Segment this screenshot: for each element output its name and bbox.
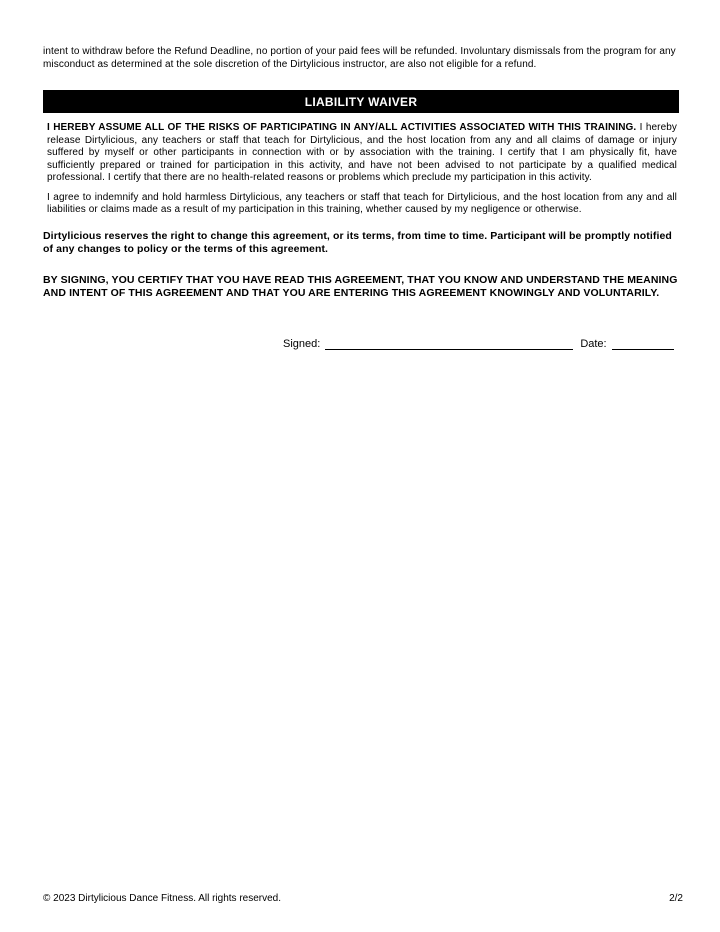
waiver-paragraph-1-bold-lead: I HEREBY ASSUME ALL OF THE RISKS OF PARTICIPATING IN ANY/ALL ACTIVITIES ASSOCIATED WITH THIS TRAINING.	[47, 122, 637, 133]
page-number: 2/2	[669, 893, 683, 904]
waiver-paragraph-2: I agree to indemnify and hold harmless Dirtylicious, any teachers or staff that teach for Dirtylicious, and the host location from any and all liabilities or claims made as a result of my participation in this training, whether caused by my negligence or otherwise.	[47, 191, 677, 215]
policy-change-paragraph: Dirtylicious reserves the right to change this agreement, or its terms, from time to time. Participant will be promptly notified of any changes to policy or the terms of this agreement.	[43, 229, 672, 255]
waiver-paragraph-1-body: I hereby release Dirtylicious, any teachers or staff that teach for Dirtylicious, and the host location from any and all claims of damage or injury suffered by myself or other participants in connection with or by association with the training. I certify that I am physically fit, have sufficiently prepared or trained for participation in this activity, and have not been advised to not participate by a qualified medical professional. I certify that there are no health-related reasons or problems which preclude my participation in this activity.	[47, 122, 677, 183]
by-signing-paragraph: BY SIGNING, YOU CERTIFY THAT YOU HAVE READ THIS AGREEMENT, THAT YOU KNOW AND UNDERSTAND THE MEANING AND INTENT OF THIS AGREEMENT AND THAT YOU ARE ENTERING THIS AGREEMENT KNOWINGLY AND VOLUNTARILY.	[43, 273, 678, 299]
document-content	[43, 46, 679, 350]
liability-waiver-banner	[43, 90, 679, 113]
page-footer	[43, 893, 683, 904]
waiver-paragraph-1	[43, 122, 679, 185]
banner-title: LIABILITY WAIVER	[304, 94, 418, 109]
signature-row	[283, 338, 679, 350]
signed-label: Signed:	[283, 337, 321, 350]
date-label: Date:	[580, 337, 607, 350]
date-field[interactable]	[612, 338, 674, 350]
intro-paragraph: intent to withdraw before the Refund Deadline, no portion of your paid fees will be refunded. Involuntary dismissals from the program for any misconduct as determined at the sole discretion of the Dirtylicious instructor, are also not eligible for a refund.	[43, 46, 676, 70]
copyright-text: © 2023 Dirtylicious Dance Fitness. All rights reserved.	[43, 893, 282, 904]
signature-field[interactable]	[325, 338, 573, 350]
